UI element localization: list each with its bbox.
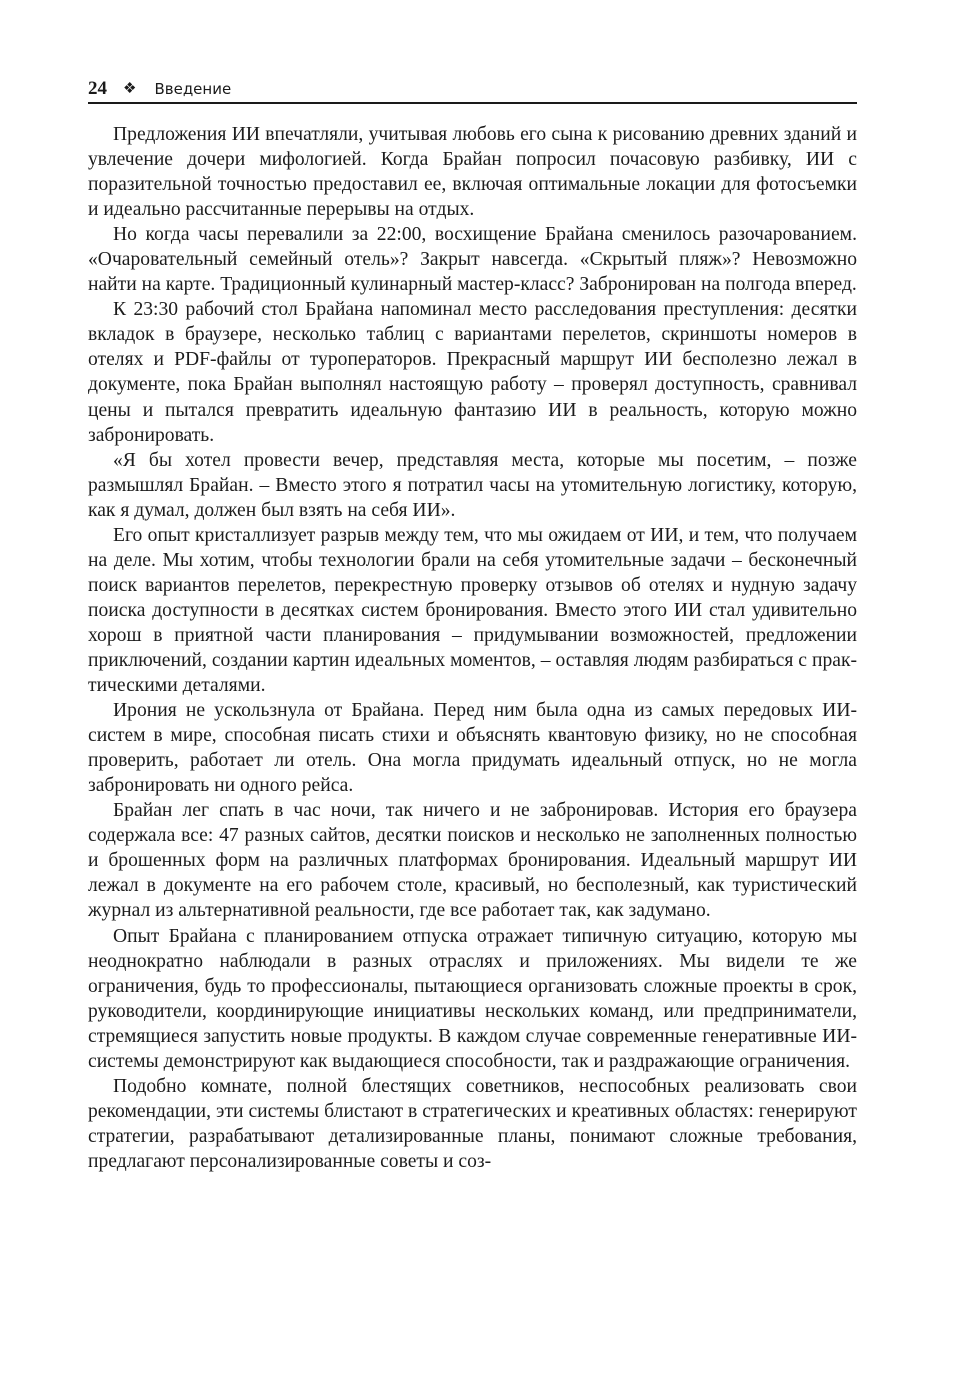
page-number: 24: [88, 78, 107, 99]
paragraph: Брайан лег спать в час ночи, так ничего и не забронировав. История его браузера содержала все: 47 разных сайтов, десятки поисков и несколько не заполненных полностью и брошенных форм на различных платформах бронирования. Идеальный маршрут ИИ лежал в документе на его рабочем столе, красивый, но бесполезный, как туристический журнал из альтернативной реальности, где все работает так, как задумано.: [88, 800, 857, 922]
paragraph: Но когда часы перевалили за 22:00, восхищение Брайана сменилось разочарованием. «Очаровательный семейный отель»? Закрыт навсегда. «Скрытый пляж»? Невозможно найти на карте. Традиционный кулинарный мастер-класс? Забронирован на полгода вперед.: [88, 224, 857, 296]
paragraph: К 23:30 рабочий стол Брайана напоминал место расследования преступления: десятки вкладок в браузере, несколько таблиц с вариантами перелетов, скриншоты номеров в отелях и PDF-файлы от туроператоров. Прекрасный маршрут ИИ бесполезно лежал в документе, пока Брайан выполнял настоящую работу – проверял доступность, сравнивал цены и пытался превратить идеальную фантазию ИИ в реальность, которую можно забронировать.: [88, 299, 857, 446]
body-text: [88, 122, 857, 1174]
paragraph: Его опыт кристаллизует разрыв между тем, что мы ожидаем от ИИ, и тем, что получаем на деле. Мы хотим, чтобы технологии брали на себя утомительные задачи – бесконечный поиск вариантов перелетов, перекрестную проверку отзывов об отелях и нудную задачу поиска доступности в десятках систем бронирования. Вместо этого ИИ стал удивительно хорош в приятной части планирования – придумывании возможностей, предложении приключений, создании картин идеальных моментов, – оставляя людям разбираться с практическими деталями.: [88, 524, 857, 697]
paragraph: Предложения ИИ впечатляли, учитывая любовь его сына к рисованию древних зданий и увлечение дочери мифологией. Когда Брайан попросил почасовую разбивку, ИИ с поразительной точностью предоставил ее, включая оптимальные локации для фотосъемки и идеально рассчитанные перерывы на отдых.: [88, 124, 857, 221]
running-header: [88, 76, 857, 104]
paragraph: Опыт Брайана с планированием отпуска отражает типичную ситуацию, которую мы неоднократно наблюдали в разных отраслях и приложениях. Мы видели те же ограничения, будь то профессионалы, пытающиеся организовать сложные проекты в срок, руководители, координирующие инициативы нескольких команд, или предприниматели, стремящиеся запустить новые продукты. В каждом случае современные генеративные ИИ-системы демонстрируют как выдающиеся способности, так и раздражающие ограничения.: [88, 925, 857, 1072]
paragraph: Подобно комнате, полной блестящих советников, неспособных реализовать свои рекомендации, эти системы блистают в стратегических и креативных областях: генерируют стратегии, разрабатывают детализированные планы, понимают сложные требования, предлагают персонализированные советы и соз-: [88, 1075, 857, 1172]
paragraph: «Я бы хотел провести вечер, представляя места, которые мы посетим, – позже размышлял Брайан. – Вместо этого я потратил часы на утомительную логистику, которую, как я думал, должен был взять на себя ИИ».: [88, 449, 857, 521]
chapter-title: Введение: [154, 80, 232, 98]
paragraph: Ирония не ускользнула от Брайана. Перед ним была одна из самых передовых ИИ-систем в мире, способная писать стихи и объяснять квантовую физику, но не способная проверить, работает ли отель. Она могла придумать идеальный отпуск, но не могла забронировать ни одного рейса.: [88, 700, 857, 797]
ornament-icon: ❖: [123, 80, 137, 97]
